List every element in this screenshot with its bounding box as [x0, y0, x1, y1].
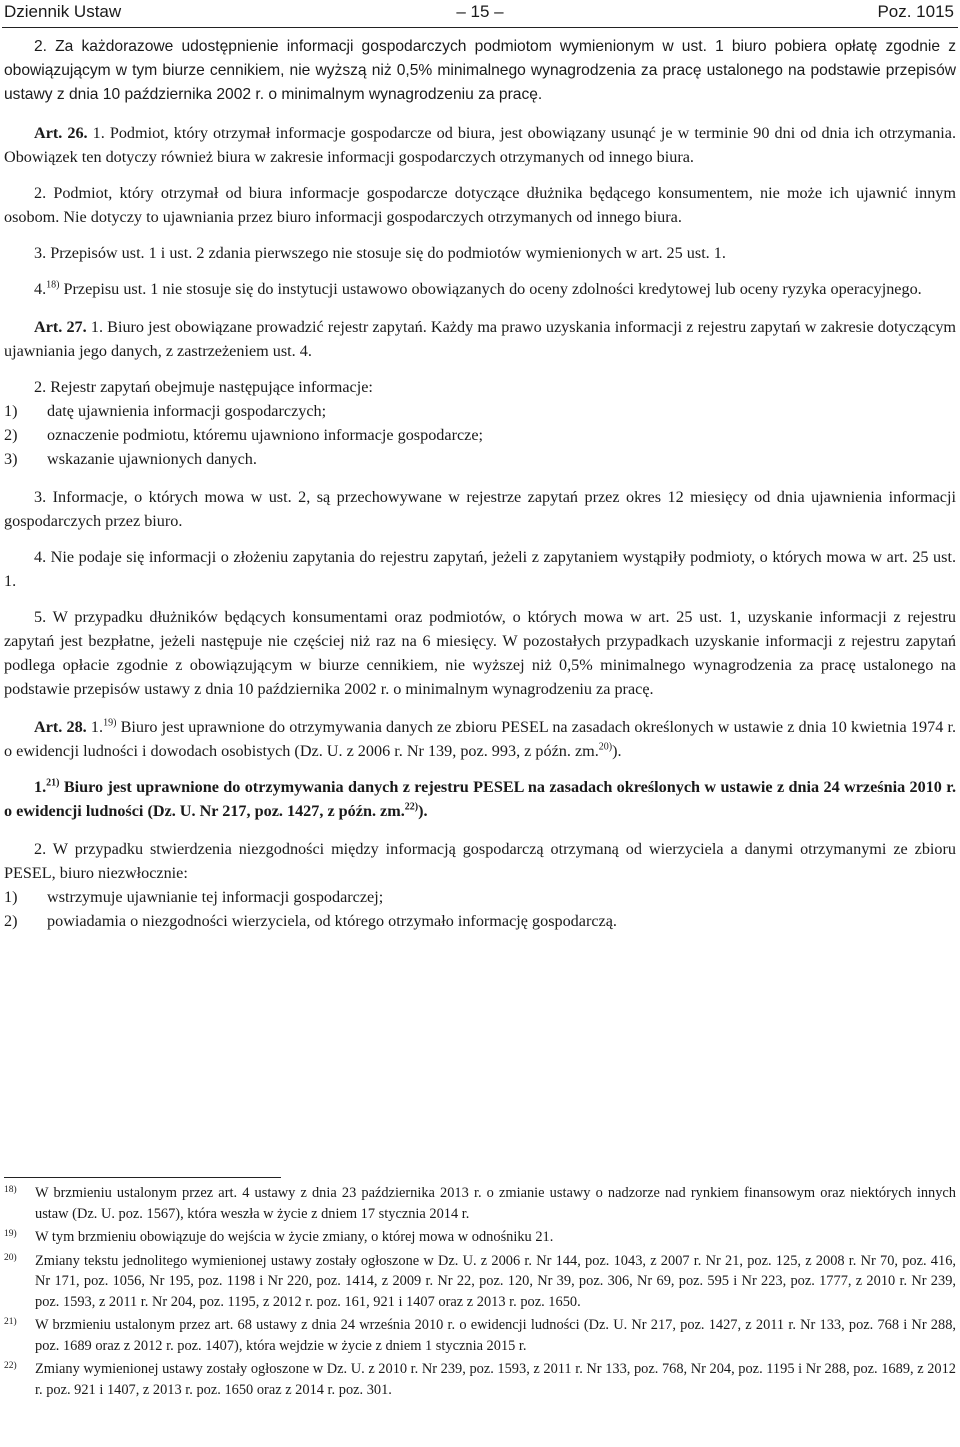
- page-number: – 15 –: [456, 2, 504, 21]
- art28-label: Art. 28.: [34, 718, 87, 736]
- art26-paragraph-4: [4, 277, 956, 301]
- art26-p4-num: 4.: [34, 280, 47, 298]
- list-item: 2) oznaczenie podmiotu, któremu ujawniono informacje gospodarcze;: [4, 426, 484, 444]
- footnote-number: 21): [4, 1317, 17, 1327]
- footnote-number: 20): [4, 1252, 17, 1263]
- list-item: 2) powiadamia o niezgodności wierzyciela, od którego otrzymało informację gospodarczą.: [4, 912, 617, 930]
- footnote-ref-21: 21): [46, 777, 60, 789]
- document-body: [4, 35, 956, 933]
- header-rule: [2, 27, 958, 28]
- footnote-ref-20: 20): [598, 741, 613, 753]
- art27-label: Art. 27.: [34, 318, 87, 336]
- page-header: [4, 2, 956, 26]
- footnote-number: 19): [4, 1229, 17, 1239]
- art27-paragraph-2: 2. Rejestr zapytań obejmuje następujące informacje:: [34, 378, 373, 396]
- art27-paragraph-5: 5. W przypadku dłużników będących konsumentami oraz podmiotów, o których mowa w art. 25 ust. 1, uzyskanie informacji z rejestru zapytań jest bezpłatne, jeżeli następuje nie częściej niż raz na 6 miesięcy. W pozostałych przypadkach uzyskanie informacji z rejestru zapytań podlega opłacie zgodnie z obowiązującym w biurze cennikiem, nie wyższej niż 0,5% minimalnego wynagrodzenia za pracę ustalonego na podstawie przepisów ustawy z dnia 10 października 2002 r. o minimalnym wynagrodzeniu za pracę.: [4, 608, 956, 698]
- art27-p1-text: 1. Biuro jest obowiązane prowadzić rejestr zapytań. Każdy ma prawo uzyskania informacji z rejestru zapytań w zakresie dotyczącym ujawniania jego danych, z zastrzeżeniem ust. 4.: [4, 318, 957, 360]
- art26-paragraph-3: 3. Przepisów ust. 1 i ust. 2 zdania pierwszego nie stosuje się do podmiotów wymienionych w art. 25 ust. 1.: [34, 244, 726, 262]
- art28-p1b-text: Biuro jest uprawnione do otrzymywania danych z rejestru PESEL na zasadach określonych w ustawie z dnia 24 września 2010 r. o ewidencji ludności (Dz. U. Nr 217, poz. 1427, z późn. zm.: [4, 778, 957, 820]
- footnote-number: 18): [4, 1185, 17, 1195]
- footnote-text: W tym brzmieniu obowiązuje do wejścia w życie zmiany, o której mowa w odnośniku 21.: [35, 1229, 554, 1245]
- art26-paragraph-2: 2. Podmiot, który otrzymał od biura informacje gospodarcze dotyczące dłużnika będącego konsumentem, nie może ich ujawnić innym osobom. Nie dotyczy to ujawniania przez biuro informacji gospodarczych otrzymanych od innego biura.: [4, 184, 956, 226]
- art26-p4-text: Przepisu ust. 1 nie stosuje się do instytucji ustawowo obowiązanych do oceny zdolności kredytowej lub oceny ryzyka operacyjnego.: [63, 280, 922, 298]
- art28-paragraph-1-new: 1.$^{21)}$ Biuro jest uprawnione do otrzymywania danych z rejestru PESEL na zasadach określonych w ustawie z dnia 24 września 2010 r. o ewidencji ludności (Dz. U. Nr 217, poz. 1427, z późn. zm.$^{22)}$).: [4, 777, 957, 820]
- list-item: 1) datę ujawnienia informacji gospodarczych;: [4, 402, 327, 420]
- art27-paragraph-1: [4, 315, 956, 363]
- footnotes: [4, 1183, 956, 1403]
- footnote: [4, 1359, 956, 1400]
- art25-paragraph-2: 2. Za każdorazowe udostępnienie informacji gospodarczych podmiotom wymienionym w ust. 1 biuro pobiera opłatę zgodnie z obowiązującym w tym biurze cennikiem, nie wyższą niż 0,5% minimalnego wynagrodzenia za pracę ustalonego na podstawie przepisów ustawy z dnia 10 października 2002 r. o minimalnym wynagrodzeniu za pracę.: [4, 38, 956, 103]
- footnote-text: W brzmieniu ustalonym przez art. 68 ustawy z dnia 24 września 2010 r. o ewidencji ludności (Dz. U. Nr 217, poz. 1427, z 2011 r. Nr 133, poz. 768 i Nr 288, poz. 1689 oraz z 2012 r. poz. 1407), która wejdzie w życie z dniem 1 stycznia 2015 r.: [35, 1317, 956, 1354]
- art27-paragraph-4: 4. Nie podaje się informacji o złożeniu zapytania do rejestru zapytań, jeżeli z zapytaniem wystąpiły podmioty, o których mowa w art. 25 ust. 1.: [4, 548, 956, 590]
- art28-paragraph-2: 2. W przypadku stwierdzenia niezgodności między informacją gospodarczą otrzymaną od wierzyciela a danymi otrzymanymi ze zbioru PESEL, biuro niezwłocznie:: [4, 840, 956, 882]
- footnote: [4, 1315, 956, 1356]
- art26-paragraph-1: [4, 121, 956, 169]
- footnote: [4, 1251, 956, 1313]
- footnote-text: Zmiany tekstu jednolitego wymienionej ustawy zostały ogłoszone w Dz. U. z 2006 r. Nr 144, poz. 1043, z 2007 r. Nr 21, poz. 125, z 2008 r. Nr 70, poz. 416, Nr 171, poz. 1056, Nr 195, poz. 1198 i Nr 220, poz. 1414, z 2009 r. Nr 22, poz. 120, Nr 39, poz. 306, Nr 69, poz. 595 i Nr 223, poz. 1777, z 2010 r. Nr 239, poz. 1593, z 2011 r. Nr 204, poz. 1195, z 2012 r. poz. 161, 921 i 1407 oraz z 2013 r. poz. 1650.: [35, 1252, 956, 1310]
- art28-paragraph-1: Art. 28. 1.$^{19)}$ Biuro jest uprawnione do otrzymywania danych ze zbioru PESEL na zasadach określonych w ustawie z dnia 10 kwietnia 1974 r. o ewidencji ludności i dowodach osobistych (Dz. U. z 2006 r. Nr 139, poz. 993, z późn. zm.$^{20)}$).: [4, 717, 957, 760]
- footnote: [4, 1227, 956, 1248]
- art26-label: Art. 26.: [34, 124, 88, 142]
- position-number: Poz. 1015: [877, 2, 954, 21]
- footnote-ref-18: 18): [46, 279, 60, 291]
- footnote-number: 22): [4, 1361, 17, 1371]
- art27-paragraph-3: 3. Informacje, o których mowa w ust. 2, są przechowywane w rejestrze zapytań przez okres 12 miesięcy od dnia ujawnienia informacji gospodarczych przez biuro.: [4, 488, 956, 530]
- footnote-ref-19: 19): [103, 717, 117, 729]
- footnote-text: W brzmieniu ustalonym przez art. 4 ustawy z dnia 23 października 2013 r. o zmianie ustawy o nadzorze nad rynkiem finansowym oraz niektórych innych ustaw (Dz. U. poz. 1567), która weszła w życie z dniem 17 stycznia 2014 r.: [35, 1185, 956, 1222]
- footnote: [4, 1183, 956, 1224]
- list-item: 1) wstrzymuje ujawnianie tej informacji gospodarczej;: [4, 888, 384, 906]
- footnote-ref-22: 22): [404, 801, 419, 813]
- art28-p1-text: Biuro jest uprawnione do otrzymywania danych ze zbioru PESEL na zasadach określonych w ustawie z dnia 10 kwietnia 1974 r. o ewidencji ludności i dowodach osobistych (Dz. U. z 2006 r. Nr 139, poz. 993, z późn. zm.: [4, 718, 957, 760]
- footnote-text: Zmiany wymienionej ustawy zostały ogłoszone w Dz. U. z 2010 r. Nr 239, poz. 1593, z 2011 r. Nr 133, poz. 768, Nr 204, poz. 1195 i Nr 288, poz. 1689, z 2012 r. poz. 921 i 1407, z 2013 r. poz. 1650 oraz z 2014 r. poz. 301.: [35, 1361, 956, 1398]
- footnote-rule: [4, 1177, 281, 1178]
- art26-p1-text: 1. Podmiot, który otrzymał informacje gospodarcze od biura, jest obowiązany usunąć je w terminie 90 dni od dnia ich otrzymania. Obowiązek ten dotyczy również biura w zakresie informacji gospodarczych otrzymanych od innego biura.: [4, 124, 957, 166]
- list-item: 3) wskazanie ujawnionych danych.: [4, 450, 257, 468]
- journal-title: Dziennik Ustaw: [4, 2, 122, 21]
